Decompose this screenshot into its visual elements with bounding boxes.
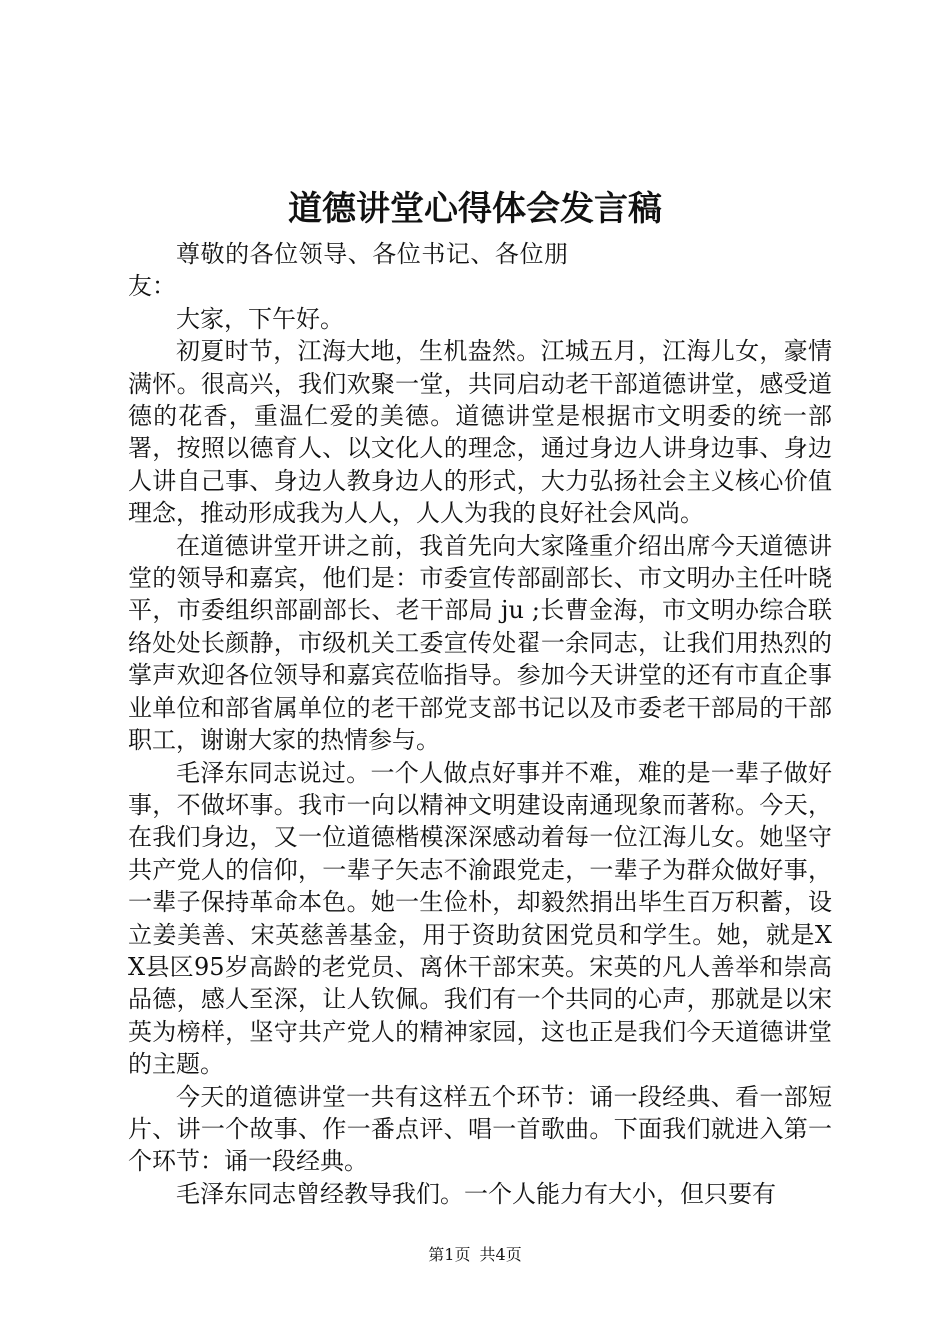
body-paragraph: 今天的道德讲堂一共有这样五个环节：诵一段经典、看一部短片、讲一个故事、作一番点评、唱一首歌曲。下面我们就进入第一个环节：诵一段经典。 (128, 1082, 832, 1176)
page-number-footer: 第1页 共4页 (428, 1245, 522, 1264)
salutation-paragraph: 尊敬的各位领导、各位书记、各位朋友： (128, 240, 568, 301)
document-title: 道德讲堂心得体会发言稿 (288, 189, 662, 229)
body-paragraph: 初夏时节，江海大地，生机盎然。江城五月，江海儿女，豪情满怀。很高兴，我们欢聚一堂，共同启动老干部道德讲堂，感受道德的花香，重温仁爱的美德。道德讲堂是根据市文明委的统一部署，按照以德育人、以文化人的理念，通过身边人讲身边事、身边人讲自己事、身边人教身边人的形式，大力弘扬社会主义核心价值理念，推动形成我为人人，人人为我的良好社会风尚。 (128, 337, 832, 528)
body-paragraph: 毛泽东同志曾经教导我们。一个人能力有大小，但只要有 (176, 1179, 776, 1208)
body-paragraph: 在道德讲堂开讲之前，我首先向大家隆重介绍出席今天道德讲堂的领导和嘉宾，他们是：市委宣传部副部长、市文明办主任叶晓平，市委组织部副部长、老干部局 ju ;长曹金海，市文明办综合联络处处长颜静，市级机关工委宣传处翟一余同志，让我们用热烈的掌声欢迎各位领导和嘉宾莅临指导。参加今天讲堂的还有市直企事业单位和部省属单位的老干部党支部书记以及市委老干部局的干部职工，谢谢大家的热情参与。 (128, 531, 832, 755)
body-paragraph: 毛泽东同志说过。一个人做点好事并不难，难的是一辈子做好事，不做坏事。我市一向以精神文明建设南通现象而著称。今天，在我们身边，又一位道德楷模深深感动着每一位江海儿女。她坚守共产党人的信仰，一辈子矢志不渝跟党走，一辈子为群众做好事，一辈子保持革命本色。她一生俭朴，却毅然捐出毕生百万积蓄，设立姜美善、宋英慈善基金，用于资助贫困党员和学生。她，就是XX县区95岁高龄的老党员、离休干部宋英。宋英的凡人善举和崇高品德，感人至深，让人钦佩。我们有一个共同的心声，那就是以宋英为榜样，坚守共产党人的精神家园，这也正是我们今天道德讲堂的主题。 (128, 758, 832, 1079)
document-body (128, 238, 832, 1210)
greeting-paragraph: 大家，下午好。 (176, 304, 344, 333)
